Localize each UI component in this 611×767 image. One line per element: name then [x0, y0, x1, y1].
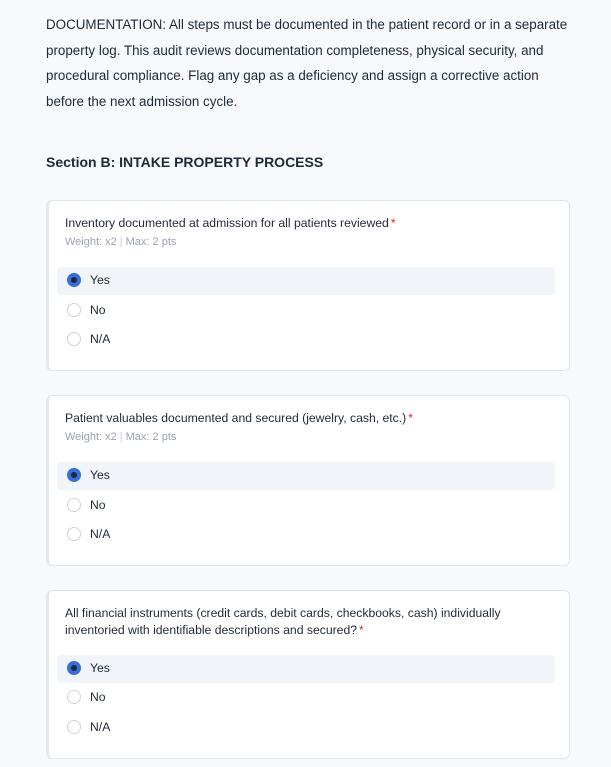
option-no[interactable]: [57, 492, 555, 520]
weight-label: Weight: x2: [65, 236, 117, 248]
radio-checked-icon[interactable]: [67, 468, 81, 482]
required-asterisk: *: [408, 411, 413, 425]
option-yes[interactable]: [57, 267, 555, 295]
weight-label: Weight: x2: [65, 431, 117, 443]
question-text: [65, 605, 545, 639]
radio-unchecked-icon[interactable]: [67, 498, 81, 512]
documentation-instructions: DOCUMENTATION: All steps must be documented in the patient record or in a separate property log. This audit reviews documentation completeness, physical security, and procedural compliance. Flag any gap as a deficiency and assign a corrective action before the next admission cycle.: [46, 17, 568, 109]
meta-divider: |: [119, 236, 123, 248]
question-card-1: [46, 200, 570, 371]
option-na[interactable]: [57, 326, 555, 354]
meta-divider: |: [119, 431, 123, 443]
option-na[interactable]: [57, 714, 555, 742]
option-label: No: [90, 303, 106, 317]
option-label: Yes: [90, 661, 110, 675]
radio-unchecked-icon[interactable]: [67, 332, 81, 346]
required-asterisk: *: [359, 623, 364, 637]
radio-checked-icon[interactable]: [67, 661, 81, 675]
option-no[interactable]: [57, 297, 555, 325]
question-card-2: [46, 395, 570, 566]
option-label: N/A: [90, 332, 111, 346]
radio-unchecked-icon[interactable]: [67, 720, 81, 734]
option-no[interactable]: [57, 684, 555, 712]
radio-unchecked-icon[interactable]: [67, 303, 81, 317]
question-text: [65, 215, 545, 232]
question-label: Patient valuables documented and secured (jewelry, cash, etc.): [65, 411, 407, 425]
required-asterisk: *: [390, 216, 396, 230]
question-text: [65, 410, 545, 427]
option-yes[interactable]: [57, 655, 555, 683]
question-label: Inventory documented at admission for all patients reviewed: [65, 216, 389, 230]
option-na[interactable]: [57, 521, 555, 549]
option-label: No: [90, 498, 106, 512]
question-meta: [65, 431, 176, 443]
option-label: N/A: [90, 527, 111, 541]
question-meta: [65, 236, 176, 248]
question-label: All financial instruments (credit cards, debit cards, checkbooks, cash) individually inventoried with identifiable descriptions and secured?: [65, 606, 501, 637]
option-label: N/A: [90, 720, 111, 734]
option-label: No: [90, 690, 106, 704]
radio-unchecked-icon[interactable]: [67, 527, 81, 541]
section-title: Section B: INTAKE PROPERTY PROCESS: [46, 154, 324, 170]
radio-unchecked-icon[interactable]: [67, 690, 81, 704]
option-label: Yes: [90, 468, 110, 482]
max-points-label: Max: 2 pts: [125, 431, 177, 443]
option-yes[interactable]: [57, 462, 555, 490]
question-card-3: [46, 590, 570, 759]
option-label: Yes: [90, 273, 110, 287]
radio-checked-icon[interactable]: [67, 273, 81, 287]
max-points-label: Max: 2 pts: [125, 236, 177, 248]
